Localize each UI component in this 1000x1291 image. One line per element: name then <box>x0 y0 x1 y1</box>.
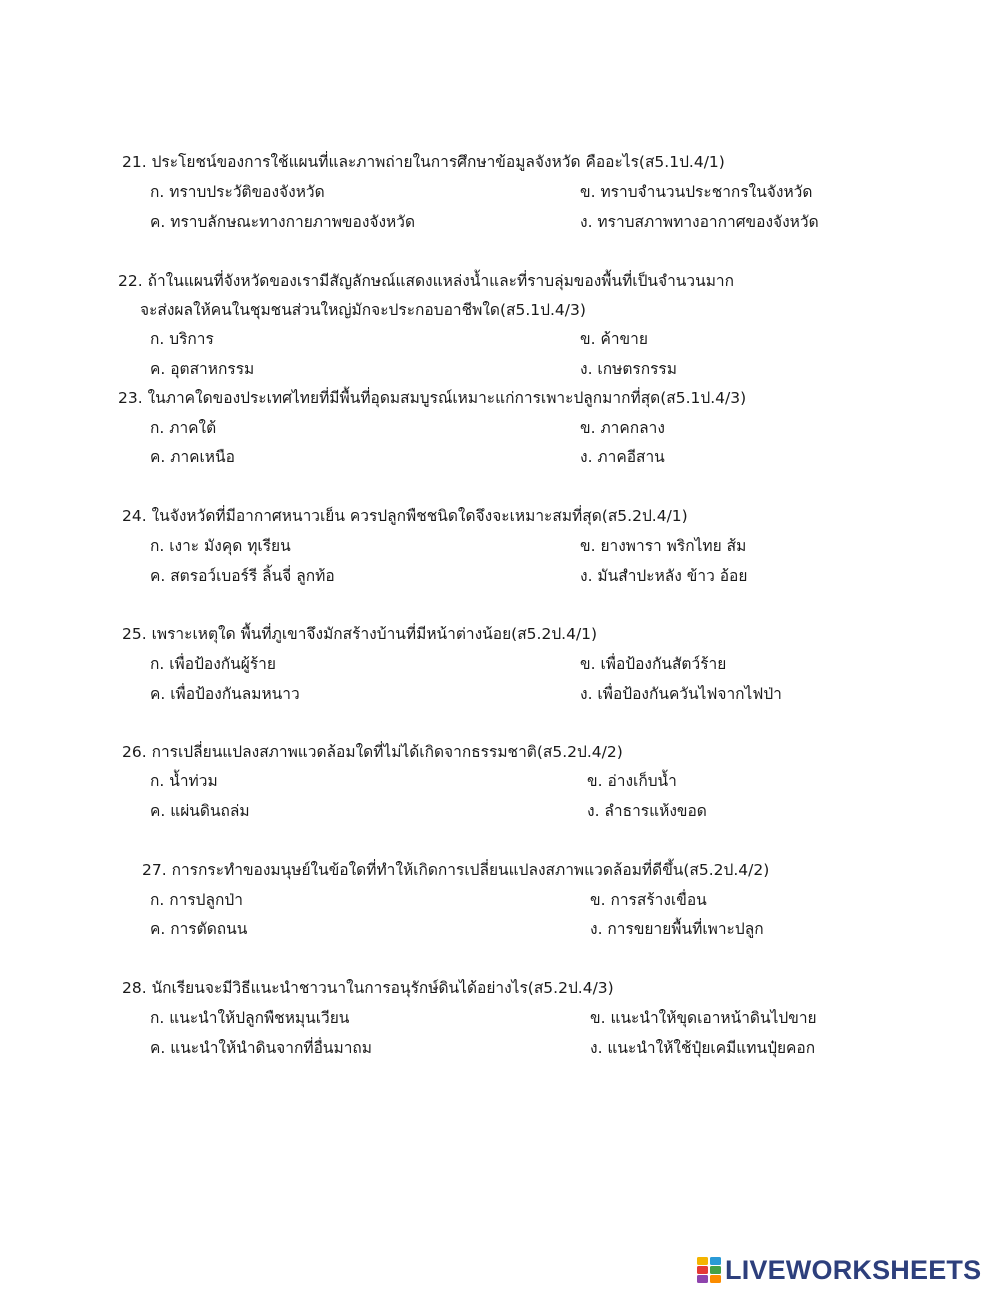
question-21-option-c[interactable]: ค. ทราบลักษณะทางกายภาพของจังหวัด <box>150 213 416 231</box>
question-27-option-c[interactable]: ค. การตัดถนน <box>150 920 248 938</box>
question-27-option-b[interactable]: ข. การสร้างเขื่อน <box>590 891 707 909</box>
question-27-option-d[interactable]: ง. การขยายพื้นที่เพาะปลูก <box>590 920 764 938</box>
question-28-option-a[interactable]: ก. แนะนำให้ปลูกพืชหมุนเวียน <box>150 1009 350 1027</box>
question-23-option-c[interactable]: ค. ภาคเหนือ <box>150 448 235 466</box>
question-22-option-a[interactable]: ก. บริการ <box>150 330 214 348</box>
question-24-option-a[interactable]: ก. เงาะ มังคุด ทุเรียน <box>150 537 291 555</box>
question-25-option-b[interactable]: ข. เพื่อป้องกันสัตว์ร้าย <box>580 655 727 673</box>
question-26-option-c[interactable]: ค. แผ่นดินถล่ม <box>150 802 250 820</box>
question-28-option-d[interactable]: ง. แนะนำให้ใช้ปุ๋ยเคมีแทนปุ๋ยคอก <box>590 1039 816 1057</box>
question-24-option-c[interactable]: ค. สตรอว์เบอร์รี ลิ้นจี่ ลูกท้อ <box>150 567 335 585</box>
question-26-option-d[interactable]: ง. ลำธารแห้งขอด <box>587 802 707 820</box>
question-22-option-b[interactable]: ข. ค้าขาย <box>580 330 648 348</box>
question-23-option-a[interactable]: ก. ภาคใต้ <box>150 419 217 437</box>
question-25-option-a[interactable]: ก. เพื่อป้องกันผู้ร้าย <box>150 655 276 673</box>
question-26-stem: 26. การเปลี่ยนแปลงสภาพแวดล้อมใดที่ไม่ได้เกิดจากธรรมชาติ(ส5.2ป.4/2) <box>122 743 623 761</box>
question-21-option-d[interactable]: ง. ทราบสภาพทางอากาศของจังหวัด <box>580 213 819 231</box>
question-24-option-b[interactable]: ข. ยางพารา พริกไทย ส้ม <box>580 537 747 555</box>
question-22-option-d[interactable]: ง. เกษตรกรรม <box>580 360 677 378</box>
question-24-stem: 24. ในจังหวัดที่มีอากาศหนาวเย็น ควรปลูกพืชชนิดใดจึงจะเหมาะสมที่สุด(ส5.2ป.4/1) <box>122 507 688 525</box>
question-28-stem: 28. นักเรียนจะมีวิธีแนะนำชาวนาในการอนุรักษ์ดินได้อย่างไร(ส5.2ป.4/3) <box>122 979 614 997</box>
question-24-option-d[interactable]: ง. มันสำปะหลัง ข้าว อ้อย <box>580 567 748 585</box>
question-22-option-c[interactable]: ค. อุตสาหกรรม <box>150 360 255 378</box>
question-21-option-a[interactable]: ก. ทราบประวัติของจังหวัด <box>150 183 325 201</box>
watermark-text: LIVEWORKSHEETS <box>725 1255 982 1285</box>
liveworksheets-logo-icon <box>697 1257 721 1283</box>
question-28-option-b[interactable]: ข. แนะนำให้ขุดเอาหน้าดินไปขาย <box>590 1009 817 1027</box>
question-21-stem: 21. ประโยชน์ของการใช้แผนที่และภาพถ่ายในการศึกษาข้อมูลจังหวัด คืออะไร(ส5.1ป.4/1) <box>122 153 725 171</box>
question-23-option-d[interactable]: ง. ภาคอีสาน <box>580 448 665 466</box>
question-27-option-a[interactable]: ก. การปลูกป่า <box>150 891 243 909</box>
question-23-option-b[interactable]: ข. ภาคกลาง <box>580 419 665 437</box>
liveworksheets-watermark <box>697 1254 981 1286</box>
question-23-stem: 23. ในภาคใดของประเทศไทยที่มีพื้นที่อุดมสมบูรณ์เหมาะแก่การเพาะปลูกมากที่สุด(ส5.1ป.4/3) <box>118 389 747 407</box>
question-21-option-b[interactable]: ข. ทราบจำนวนประชากรในจังหวัด <box>580 183 813 201</box>
question-26-option-a[interactable]: ก. น้ำท่วม <box>150 772 218 790</box>
question-25-stem: 25. เพราะเหตุใด พื้นที่ภูเขาจึงมักสร้างบ้านที่มีหน้าต่างน้อย(ส5.2ป.4/1) <box>122 625 598 643</box>
question-27-stem: 27. การกระทำของมนุษย์ในข้อใดที่ทำให้เกิดการเปลี่ยนแปลงสภาพแวดล้อมที่ดีขึ้น(ส5.2ป.4/2) <box>142 861 770 879</box>
question-26-option-b[interactable]: ข. อ่างเก็บน้ำ <box>587 772 677 790</box>
question-22-stem-line-2: จะส่งผลให้คนในชุมชนส่วนใหญ่มักจะประกอบอาชีพใด(ส5.1ป.4/3) <box>140 301 586 319</box>
question-28-option-c[interactable]: ค. แนะนำให้นำดินจากที่อื่นมาถม <box>150 1039 372 1057</box>
question-25-option-d[interactable]: ง. เพื่อป้องกันควันไฟจากไฟป่า <box>580 685 782 703</box>
question-22-stem: 22. ถ้าในแผนที่จังหวัดของเรามีสัญลักษณ์แสดงแหล่งน้ำและที่ราบลุ่มของพื้นที่เป็นจำนวนมาก <box>118 272 735 290</box>
question-25-option-c[interactable]: ค. เพื่อป้องกันลมหนาว <box>150 685 300 703</box>
